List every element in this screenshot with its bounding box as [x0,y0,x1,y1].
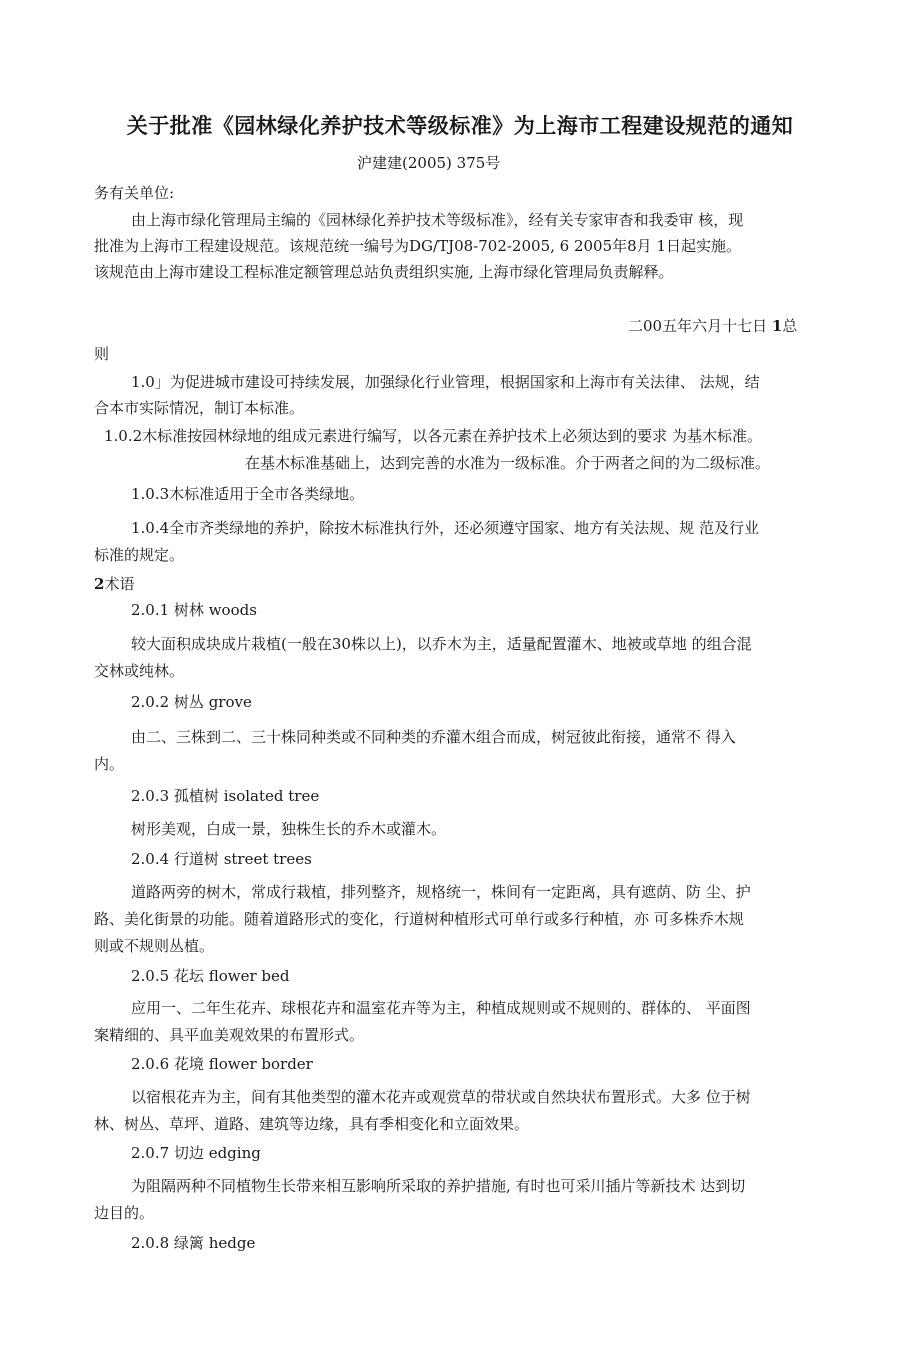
term-heading: 2.0.7 切边 edging [131,1144,261,1162]
clause-1-0-3: 1.0.3木标准适用于全市各类绿地。 [131,485,365,503]
term-definition: 路、美化街景的功能。随着道路形式的变化，行道树种植形式可单行或多行种植，亦 可多株乔木规 [94,910,744,928]
term-definition: 边目的。 [94,1204,155,1222]
term-heading: 2.0.3 孤植树 isolated tree [131,787,320,805]
clause-1-0-4: 标准的规定。 [94,546,185,564]
clause-1-0-4: 1.0.4全市齐类绿地的养护，除按木标准执行外，还必须遵守国家、地方有关法规、规 范及行业 [131,519,759,537]
document-number: 沪建建(2005) 375号 [357,154,501,172]
addressee: 务有关单位: [94,184,175,202]
notice-body-line: 由上海市绿化管理局主编的《园林绿化养护技术等级标准》，经有关专家审杳和我委审 核，现 [131,211,744,229]
chapter-title-part: 则 [94,345,110,363]
term-heading: 2.0.2 树丛 grove [131,693,252,711]
chapter-title-part: 总 [782,317,798,335]
term-definition: 内。 [94,755,125,773]
term-definition: 以宿根花卉为主，间有其他类型的灌木花卉或观赏草的带状或自然块状布置形式。大多 位于树 [131,1088,751,1106]
term-heading: 2.0.5 花坛 flower bed [131,967,290,985]
chapter-number: 2 [94,575,105,593]
term-definition: 为阻隔两种不同植物生长带来相互影响所采取的养护措施, 有时也可采川插片等新技术 达到切 [131,1177,746,1195]
notice-body-line: 该规范由上海市建设工程标准定额管理总站负责组织实施, 上海市绿化管理局负责解释。 [94,263,674,281]
clause-1-0-2: 1.0.2木标准按园林绿地的组成元素进行编写，以各元素在养护技术上必须达到的要求 为基木标准。 [104,427,762,445]
term-definition: 较大面积成块成片栽植(一般在30株以上)，以乔木为主，适量配置灌木、地被或草地 的组合混 [131,635,752,653]
term-definition: 道路两旁的树木，常成行栽植，排列整齐，规格统一，株间有一定距离，具有遮荫、防 尘、护 [131,883,751,901]
term-definition: 林、树丛、草坪、道路、建筑等边缘，具有季相变化和立面效果。 [94,1115,530,1133]
term-heading: 2.0.6 花境 flower border [131,1055,313,1073]
term-heading: 2.0.1 树林 woods [131,601,257,619]
term-definition: 则或不规则丛植。 [94,937,215,955]
notice-date: 二00五年六月十七日 [628,317,768,335]
term-heading: 2.0.8 绿篱 hedge [131,1234,256,1252]
term-definition: 交林或纯林。 [94,662,185,680]
term-heading: 2.0.4 行道树 street trees [131,850,312,868]
term-definition: 应用一、二年生花卉、球根花卉和温室花卉等为主，种植成规则或不规则的、群体的、 平面图 [131,999,751,1017]
term-definition: 案精细的、具平血美观效果的布置形式。 [94,1026,365,1044]
page-title: 关于批准《园林绿化养护技术等级标准》为上海市工程建设规范的通知 [126,114,794,138]
chapter-1-heading [628,316,797,336]
notice-body-line: 批准为上海市工程建设规范。该规范统一编号为DG/TJ08-702-2005, 6 2005年8月 1日起实施。 [94,237,741,255]
clause-1-0-1: 1.0」为促进城市建设可持续发展，加强绿化行业管理，根据国家和上海市有关法律、 法规，结 [131,373,760,391]
term-definition: 树形美观，白成一景，独株生长的乔木或灌木。 [131,820,447,838]
term-definition: 由二、三株到二、三十株同种类或不同种类的乔灌木组合而成，树冠彼此衔接，通常不 得入 [131,728,736,746]
chapter-number: 1 [771,317,783,335]
chapter-title: 术语 [104,575,135,593]
clause-1-0-2: 在基木标准基础上，达到完善的水准为一级标准。介于两者之间的为二级标准。 [245,454,771,472]
clause-1-0-1: 合本市实际情况，制订本标准。 [94,399,305,417]
chapter-2-heading [94,574,134,594]
